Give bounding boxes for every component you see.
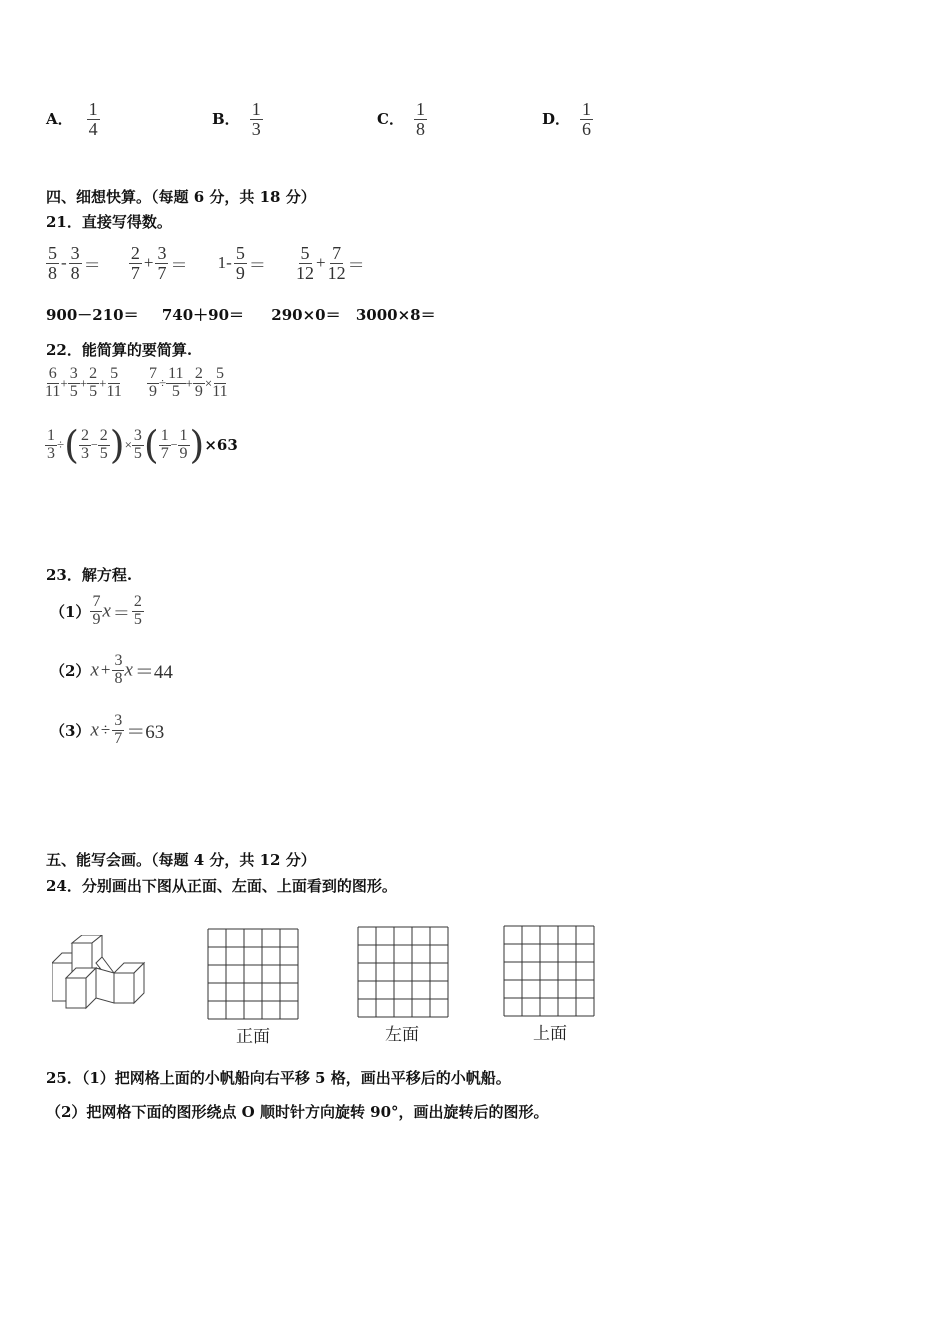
equals: ＝ bbox=[347, 255, 365, 275]
denominator: 8 bbox=[70, 262, 80, 283]
numerator: 5 bbox=[215, 365, 224, 382]
numerator: 1 bbox=[179, 426, 188, 444]
operator: + bbox=[316, 253, 326, 273]
option-a bbox=[46, 100, 100, 139]
q25-line1: 25．（1）把网格上面的小帆船向右平移 5 格，画出平移后的小帆船。 bbox=[46, 1069, 511, 1087]
operator: + bbox=[79, 375, 88, 391]
variable: x bbox=[102, 600, 111, 622]
q22-expr1 bbox=[45, 366, 122, 401]
q23-title: 23．解方程. bbox=[46, 566, 133, 584]
denominator: 3 bbox=[47, 444, 55, 462]
numerator: 6 bbox=[48, 365, 57, 382]
equals: ＝ bbox=[170, 255, 188, 275]
operator: - bbox=[61, 253, 67, 273]
top-view-grid[interactable] bbox=[503, 925, 595, 1017]
numerator: 3 bbox=[133, 426, 142, 444]
numerator: 3 bbox=[157, 243, 167, 263]
left-view-grid[interactable] bbox=[357, 926, 449, 1018]
denominator: 8 bbox=[48, 262, 57, 283]
denominator: 5 bbox=[133, 610, 142, 628]
left-view-label: 左面 bbox=[385, 1025, 419, 1045]
numerator: 1 bbox=[251, 99, 261, 119]
q22-expr2 bbox=[147, 366, 228, 401]
operator: × bbox=[124, 437, 132, 452]
denominator: 11 bbox=[212, 382, 228, 400]
numerator: 3 bbox=[114, 652, 123, 669]
denominator: 7 bbox=[114, 729, 123, 747]
denominator: 8 bbox=[415, 118, 425, 139]
variable: x bbox=[90, 659, 99, 681]
calc-item: 900－210＝ bbox=[46, 306, 139, 324]
numerator: 2 bbox=[80, 426, 89, 444]
front-view-grid[interactable] bbox=[207, 928, 299, 1020]
denominator: 9 bbox=[235, 262, 245, 283]
equals-value: ＝63 bbox=[126, 721, 165, 743]
numerator: 1 bbox=[415, 99, 425, 119]
q24-title: 24．分别画出下图从正面、左面、上面看到的图形。 bbox=[46, 877, 397, 895]
equation-label: （3） bbox=[50, 721, 91, 740]
equation-1 bbox=[50, 594, 144, 629]
denominator: 5 bbox=[89, 382, 98, 400]
option-label: C． bbox=[377, 109, 404, 128]
denominator: 11 bbox=[45, 382, 61, 400]
denominator: 7 bbox=[160, 444, 169, 462]
equals: ＝ bbox=[248, 255, 266, 275]
numerator: 5 bbox=[300, 243, 310, 263]
option-label: D． bbox=[542, 109, 571, 128]
q25-line2: （2）把网格下面的图形绕点 O 顺时针方向旋转 90°，画出旋转后的图形。 bbox=[46, 1103, 549, 1121]
denominator: 9 bbox=[194, 382, 203, 400]
denominator: 5 bbox=[99, 444, 108, 462]
operand: 1- bbox=[217, 253, 232, 273]
equals: ＝ bbox=[83, 255, 101, 275]
operator: ÷ bbox=[57, 437, 65, 452]
denominator: 8 bbox=[114, 669, 123, 687]
left-paren: ( bbox=[64, 423, 79, 467]
operator: + bbox=[143, 253, 154, 273]
right-paren: ) bbox=[189, 423, 205, 467]
variable: x bbox=[124, 659, 133, 681]
section-5-title: 五、能写会画。（每题 4 分，共 12 分） bbox=[46, 851, 316, 869]
numerator: 2 bbox=[133, 593, 142, 610]
denominator: 9 bbox=[179, 444, 188, 462]
option-c bbox=[377, 100, 427, 139]
denominator: 5 bbox=[133, 444, 142, 462]
calc-item: 740＋90＝ bbox=[161, 306, 245, 324]
numerator: 3 bbox=[69, 365, 78, 382]
equation-label: （1） bbox=[50, 602, 91, 621]
denominator: 4 bbox=[88, 118, 98, 139]
numerator: 1 bbox=[582, 99, 592, 119]
numerator: 1 bbox=[88, 99, 98, 119]
operator: ÷ bbox=[159, 375, 167, 391]
numerator: 5 bbox=[235, 243, 245, 263]
denominator: 7 bbox=[130, 262, 140, 283]
q22-title: 22．能简算的要简算. bbox=[46, 341, 193, 359]
equation-label: （2） bbox=[50, 661, 91, 680]
q21-row1 bbox=[46, 244, 367, 283]
operator: − bbox=[170, 437, 178, 452]
top-view-label: 上面 bbox=[533, 1024, 567, 1044]
denominator: 12 bbox=[327, 262, 346, 283]
denominator: 9 bbox=[149, 382, 157, 400]
numerator: 1 bbox=[47, 426, 55, 444]
denominator: 5 bbox=[69, 382, 78, 400]
denominator: 11 bbox=[106, 382, 122, 400]
numerator: 7 bbox=[92, 593, 101, 610]
variable: x bbox=[90, 719, 99, 741]
option-b bbox=[212, 100, 263, 139]
operator: ÷ bbox=[100, 720, 111, 740]
numerator: 2 bbox=[89, 365, 98, 382]
denominator: 5 bbox=[171, 382, 180, 400]
equals: ＝ bbox=[112, 603, 130, 623]
operator-tail: ×63 bbox=[204, 436, 238, 454]
calc-item: 3000×8＝ bbox=[355, 306, 436, 324]
denominator: 9 bbox=[92, 610, 101, 628]
numerator: 11 bbox=[168, 365, 184, 382]
equation-3 bbox=[50, 713, 166, 748]
numerator: 1 bbox=[160, 426, 169, 444]
numerator: 3 bbox=[114, 712, 123, 729]
operator: − bbox=[90, 437, 98, 452]
numerator: 2 bbox=[194, 365, 203, 382]
numerator: 7 bbox=[149, 365, 157, 382]
numerator: 5 bbox=[48, 243, 57, 263]
denominator: 3 bbox=[251, 118, 261, 139]
denominator: 6 bbox=[582, 118, 592, 139]
denominator: 7 bbox=[157, 262, 167, 283]
cube-stack-figure bbox=[52, 935, 147, 1010]
front-view-label: 正面 bbox=[236, 1027, 270, 1047]
equation-2 bbox=[50, 653, 175, 688]
q22-expr3 bbox=[45, 423, 238, 467]
operator: + bbox=[99, 375, 107, 391]
left-paren: ( bbox=[143, 423, 159, 467]
equals-value: ＝44 bbox=[134, 661, 173, 683]
option-label: A． bbox=[46, 109, 73, 128]
numerator: 7 bbox=[332, 243, 342, 263]
section-4-title: 四、细想快算。（每题 6 分，共 18 分） bbox=[46, 188, 316, 206]
operator: + bbox=[60, 375, 68, 391]
numerator: 3 bbox=[70, 243, 80, 263]
numerator: 2 bbox=[99, 426, 108, 444]
numerator: 5 bbox=[110, 365, 119, 382]
numerator: 2 bbox=[130, 243, 140, 263]
option-label: B． bbox=[212, 109, 240, 128]
operator: + bbox=[100, 660, 111, 680]
right-paren: ) bbox=[109, 423, 125, 467]
calc-item: 290×0＝ bbox=[271, 306, 341, 324]
operator: × bbox=[204, 375, 213, 391]
q21-row2 bbox=[46, 304, 436, 325]
option-d bbox=[542, 100, 593, 139]
operator: + bbox=[185, 375, 193, 391]
denominator: 12 bbox=[296, 262, 314, 283]
denominator: 3 bbox=[80, 444, 89, 462]
q21-title: 21．直接写得数。 bbox=[46, 213, 172, 231]
